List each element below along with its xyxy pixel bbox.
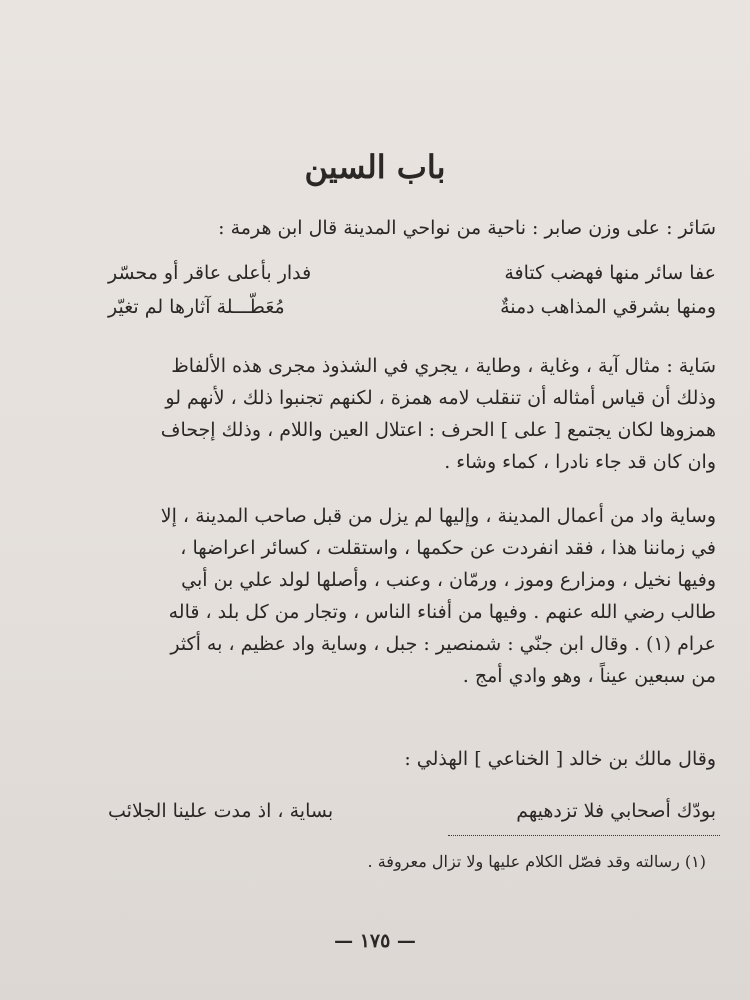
- text-line: وفيها نخيل ، ومزارع وموز ، ورمّان ، وعنب ، وأصلها لولد علي بن أبي: [181, 569, 716, 591]
- verse-hemistich: بودّك أصحابي فلا تزدهيهم: [516, 800, 716, 822]
- chapter-title: باب السين: [304, 148, 446, 186]
- text-line: من سبعين عيناً ، وهو وادي أمج .: [462, 665, 716, 687]
- text-line: وان كان قد جاء نادرا ، كماء وشاء .: [444, 451, 716, 473]
- entry-saya-valley: [108, 500, 716, 692]
- verse-hemistich: بساية ، اذ مدت علينا الجلائب: [108, 800, 334, 822]
- text-line: في زماننا هذا ، فقد انفردت عن حكمها ، واستقلت ، كسائر اعراضها ،: [180, 537, 716, 559]
- text-line: وساية واد من أعمال المدينة ، وإليها لم يزل من قبل صاحب المدينة ، إلا: [160, 505, 716, 527]
- verse-hemistich: مُعَطّـــلة آثارها لم تغيّر: [108, 296, 285, 318]
- text-line: سَاية : مثال آية ، وغاية ، وطاية ، يجري في الشذوذ مجرى هذه الألفاظ: [171, 355, 716, 377]
- text-line: سَائر : على وزن صابر : ناحية من نواحي المدينة قال ابن هرمة :: [218, 217, 716, 239]
- text-line: وذلك أن قياس أمثاله أن تنقلب لامه همزة ، لكنهم تجنبوا ذلك ، لأنهم لو: [165, 387, 716, 409]
- entry-sair-intro: [108, 212, 716, 244]
- text-line: همزوها لكان يجتمع [ على ] الحرف : اعتلال العين واللام ، وذلك إجحاف: [160, 419, 716, 441]
- verse-hemistich: فدار بأعلى عاقر أو محسّر: [108, 262, 312, 284]
- text-line: عرام (١) . وقال ابن جنّي : شمنصير : جبل ، وساية واد عظيم ، به أكثر: [170, 633, 716, 655]
- page-number: — ١٧٥ —: [334, 930, 416, 952]
- verse-intro: وقال مالك بن خالد [ الخناعي ] الهذلي :: [404, 748, 716, 770]
- verse-hemistich: عفا سائر منها فهضب كتافة: [504, 262, 716, 284]
- entry-saya: [108, 350, 716, 478]
- text-line: طالب رضي الله عنهم . وفيها من أفناء الناس ، وتجار من كل بلد ، قاله: [168, 601, 716, 623]
- footnote-divider: [448, 835, 720, 836]
- footnote: (١) رسالته وقد فصّل الكلام عليها ولا تزال معروفة .: [367, 852, 706, 871]
- verse-hemistich: ومنها بشرقي المذاهب دمنةٌ: [500, 296, 716, 318]
